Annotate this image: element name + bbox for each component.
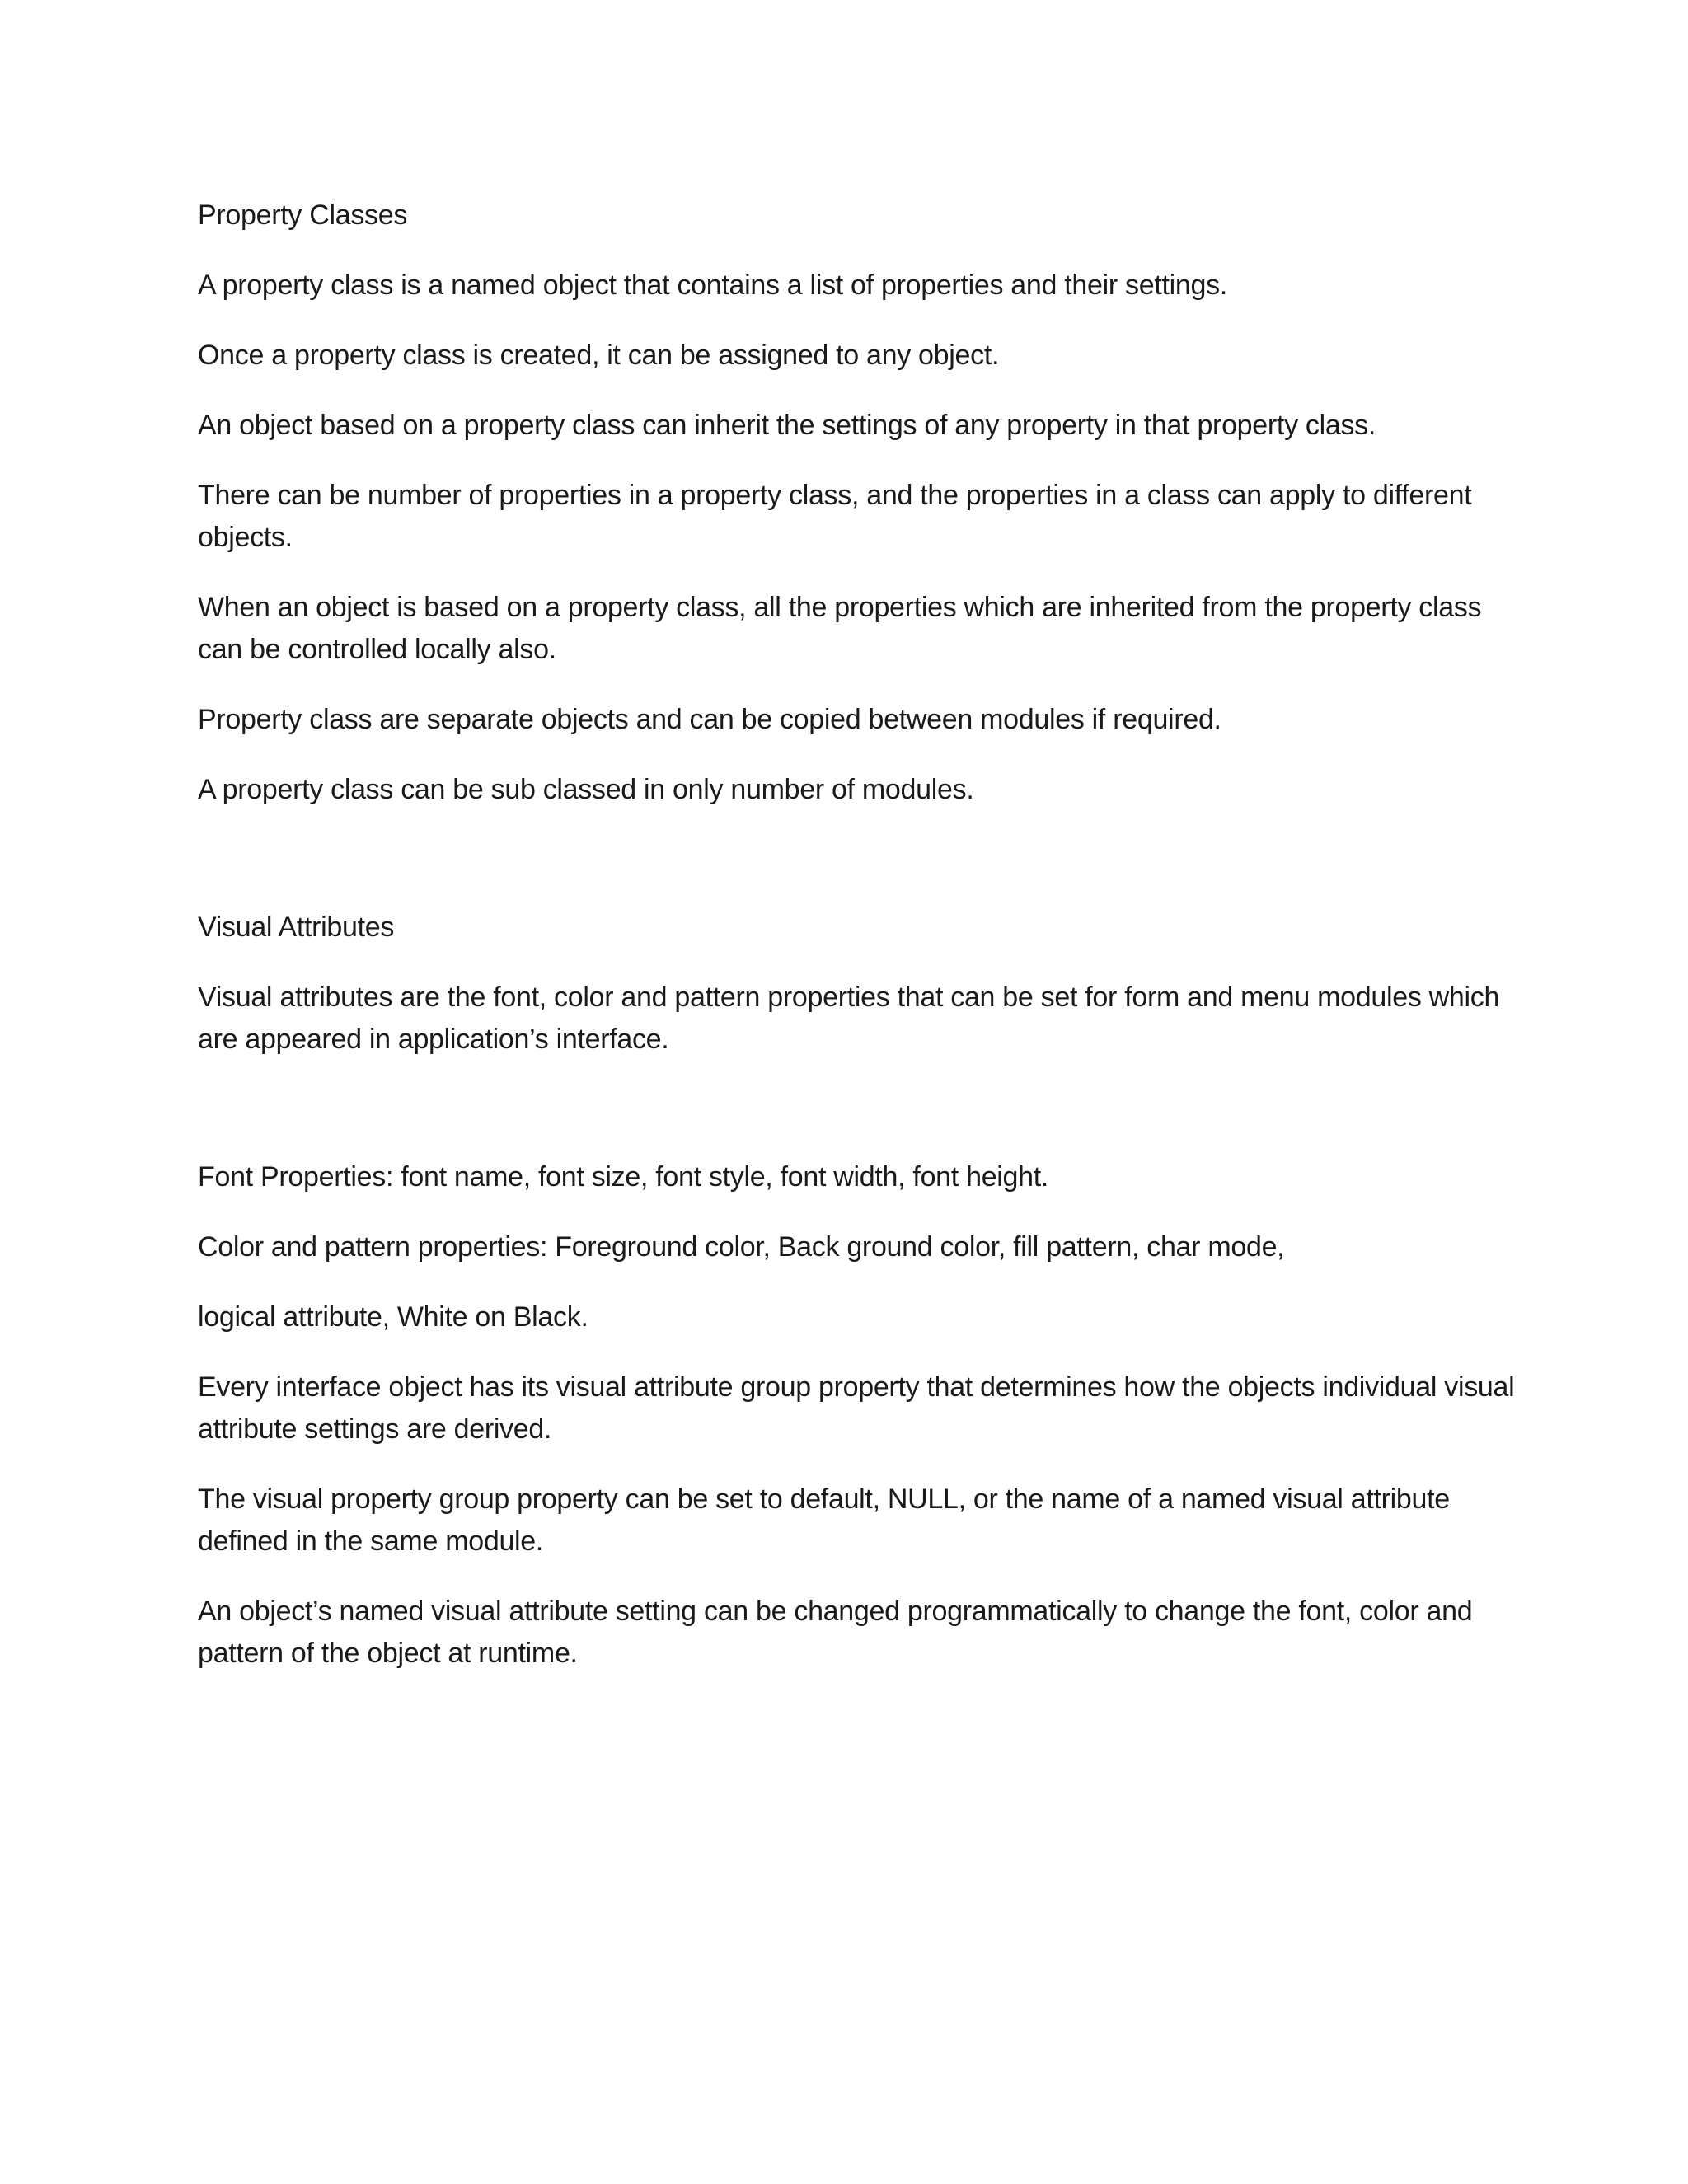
paragraph: An object’s named visual attribute setting can be changed programmatically to change the font, color and pattern of the object at runtime. (198, 1596, 1473, 1669)
paragraph: A property class can be sub classed in only number of modules. (198, 774, 974, 805)
paragraph: Property class are separate objects and can be copied between modules if required. (198, 704, 1221, 735)
section-heading-visual-attributes: Visual Attributes (198, 912, 395, 943)
paragraph: Every interface object has its visual attribute group property that determines how the objects individual visual attribute settings are derived. (198, 1371, 1515, 1445)
paragraph: There can be number of properties in a property class, and the properties in a class can apply to different objects. (198, 480, 1472, 553)
paragraph: An object based on a property class can inherit the settings of any property in that property class. (198, 410, 1376, 441)
paragraph: A property class is a named object that contains a list of properties and their settings. (198, 269, 1227, 301)
paragraph: logical attribute, White on Black. (198, 1301, 588, 1333)
paragraph-font-properties: Font Properties: font name, font size, font style, font width, font height. (198, 1161, 1049, 1193)
section-heading-property-classes: Property Classes (198, 199, 408, 231)
paragraph: Visual attributes are the font, color and pattern properties that can be set for form and menu modules which are appeared in application’s interface. (198, 982, 1500, 1055)
paragraph: When an object is based on a property class, all the properties which are inherited from the property class can be controlled locally also. (198, 592, 1482, 665)
paragraph: The visual property group property can be set to default, NULL, or the name of a named visual attribute defined in the same module. (198, 1483, 1450, 1557)
paragraph: Once a property class is created, it can be assigned to any object. (198, 340, 1000, 371)
paragraph-color-pattern-properties: Color and pattern properties: Foreground color, Back ground color, fill pattern, char mode, (198, 1231, 1285, 1263)
